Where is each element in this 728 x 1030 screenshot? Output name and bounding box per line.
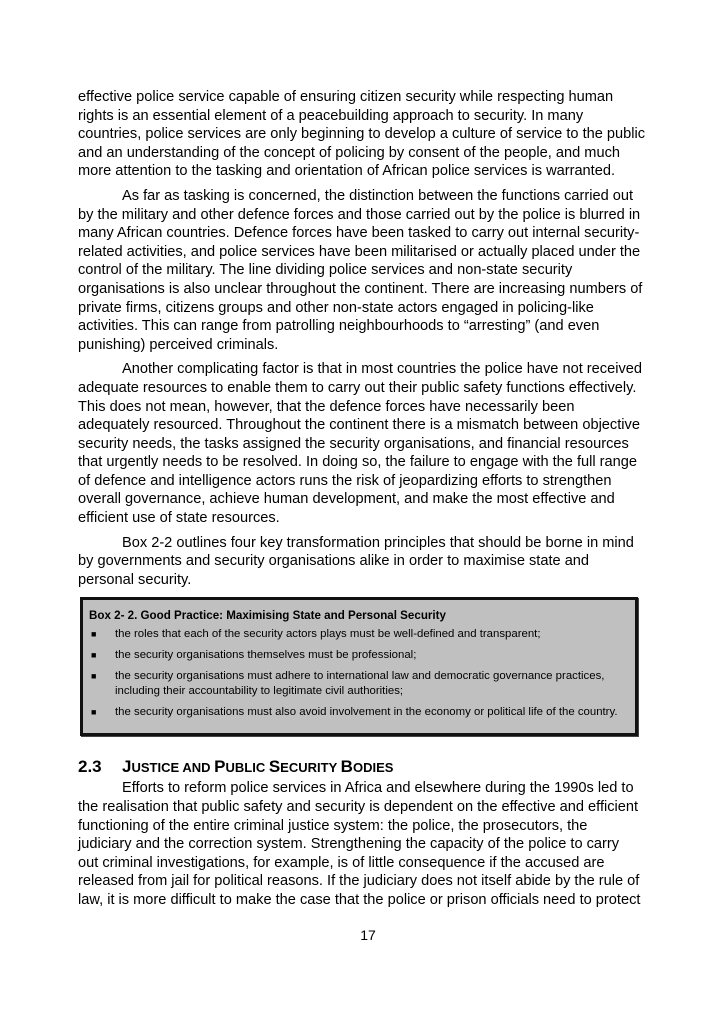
text-line: out criminal investigations, for example, is of little consequence if the accused are: [78, 854, 605, 871]
bullet-text: the security organisations must adhere to international law and democratic governance practices, including their accountability to legitimate civil authorities;: [115, 669, 605, 698]
square-bullet-icon: ■: [91, 650, 97, 661]
text-line: activities. This can range from patrolling neighbourhoods to “arresting” (and even: [78, 318, 600, 335]
page-number: 17: [360, 926, 376, 943]
square-bullet-icon: ■: [91, 670, 97, 681]
section-number: 2.3: [78, 757, 102, 777]
text-line: private firms, citizens groups and other non-state actors engaged in policing-like: [78, 299, 594, 316]
text-line: effective police service capable of ensuring citizen security while respecting human: [78, 89, 614, 105]
text-line: released from jail for political reasons. If the judiciary does not itself abide by the rule of: [78, 873, 640, 890]
box-bullet-list: [89, 627, 635, 720]
text-line: law, it is more difficult to make the case that the police or prison officials need to protect: [78, 891, 641, 908]
body-text: [78, 88, 658, 589]
box-title: Box 2- 2. Good Practice: Maximising State and Personal Security: [89, 609, 446, 623]
square-bullet-icon: ■: [91, 629, 97, 640]
bullet-text: the roles that each of the security actors plays must be well-defined and transparent;: [115, 628, 541, 641]
text-line: As far as tasking is concerned, the distinction between the functions carried out: [122, 187, 634, 204]
text-line: overall governance, achieve human development, and make the most effective and: [78, 491, 615, 508]
paragraph: [78, 534, 658, 590]
box-bullet-item: [89, 705, 635, 721]
text-line: functioning of the entire criminal justice system: the police, the prosecutors, the: [78, 817, 588, 834]
bullet-text: the security organisations themselves must be professional;: [115, 649, 417, 662]
text-line: countries, police services are only beginning to develop a culture of service to the public: [78, 126, 646, 143]
section-heading: [78, 756, 658, 779]
section-paragraph: [78, 779, 658, 909]
box-bullet-item: [89, 669, 635, 700]
text-line: efficient use of state resources.: [78, 510, 280, 527]
text-line: that urgently needs to be resolved. In doing so, the failure to engage with the full range: [78, 454, 637, 471]
square-bullet-icon: ■: [91, 706, 97, 717]
text-line: related activities, and police services have been militarised or actually placed under the: [78, 243, 641, 260]
text-line: Another complicating factor is that in most countries the police have not received: [122, 361, 642, 378]
text-line: the realisation that public safety and security is dependent on the effective and efficient: [78, 799, 639, 815]
text-line: judiciary and the correction system. Strengthening the capacity of the police to carry: [78, 836, 620, 853]
text-line: personal security.: [78, 571, 192, 588]
text-line: punishing) perceived criminals.: [78, 336, 279, 353]
text-line: Efforts to reform police services in Africa and elsewhere during the 1990s led to: [122, 780, 634, 797]
text-line: more attention to the tasking and orientation of African police services is warranted.: [78, 163, 616, 180]
text-line: rights is an essential element of a peacebuilding approach to security. In many: [78, 107, 584, 124]
text-line: control of the military. The line dividing police services and non-state security: [78, 262, 573, 279]
text-line: organisations is also unclear throughout the continent. There are increasing numbers of: [78, 280, 643, 297]
bullet-text: the security organisations must also avoid involvement in the economy or political life of the country.: [115, 705, 618, 718]
box-bullet-item: [89, 648, 635, 664]
good-practice-box: [80, 597, 638, 736]
text-line: many African countries. Defence forces have been tasked to carry out internal security-: [78, 225, 640, 242]
text-line: by governments and security organisations alike in order to maximise state and: [78, 553, 590, 570]
text-line: of defence and intelligence actors runs the risk of jeopardizing efforts to strengthen: [78, 472, 612, 489]
paragraph: [78, 187, 658, 354]
text-line: security needs, the tasks assigned the security organisations, and financial resources: [78, 435, 629, 452]
text-line: adequate resources to enable them to carry out their public safety functions effectively.: [78, 379, 637, 396]
text-line: and an understanding of the concept of policing by consent of the people, and much: [78, 144, 620, 161]
box-bullet-item: [89, 627, 635, 643]
text-line: Box 2-2 outlines four key transformation principles that should be borne in mind: [122, 534, 634, 551]
document-page: [78, 88, 658, 944]
section-title: JUSTICE AND PUBLIC SECURITY BODIES: [122, 757, 394, 777]
paragraph: [78, 360, 658, 527]
text-line: adequately resourced. Throughout the continent there is a mismatch between objective: [78, 417, 640, 434]
text-line: by the military and other defence forces and those carried out by the police is blurred in: [78, 206, 641, 223]
text-line: This does not mean, however, that the defence forces have necessarily been: [78, 398, 575, 415]
paragraph: [78, 88, 658, 181]
